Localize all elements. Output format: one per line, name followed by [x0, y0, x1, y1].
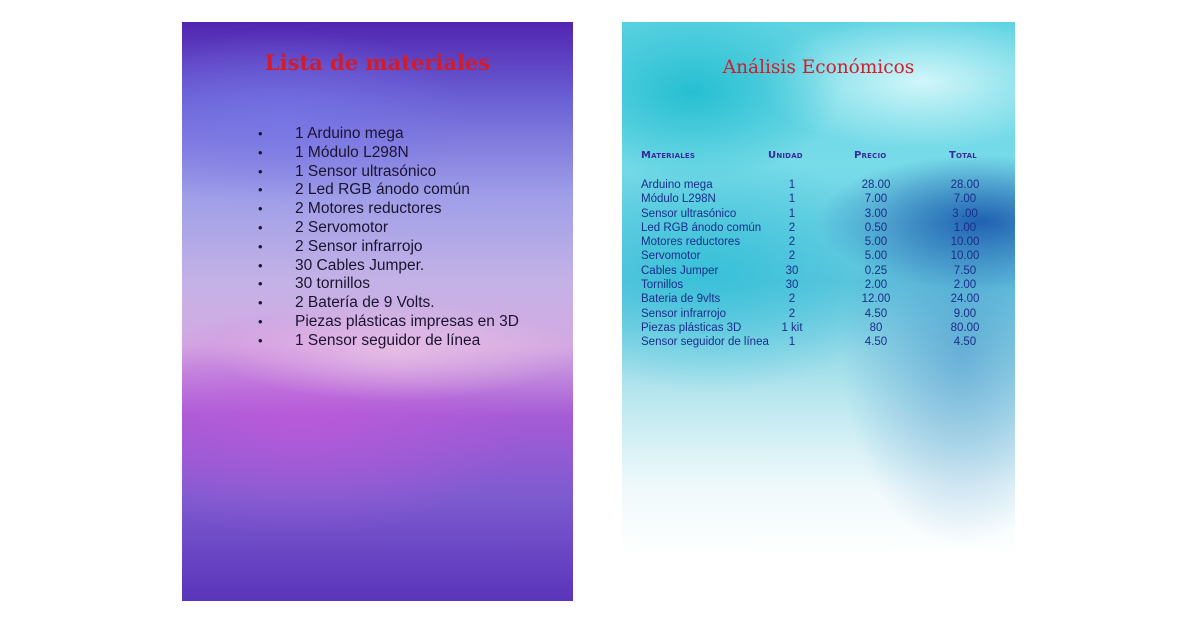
table-row [622, 321, 1015, 335]
table-row [622, 307, 1015, 321]
cell-material: Bateria de 9vlts [641, 293, 721, 306]
list-item-text: 1 Arduino mega [295, 125, 404, 142]
bullet-icon: • [258, 126, 263, 141]
cell-price: 7.00 [864, 193, 888, 206]
cell-unit: 2 [788, 293, 796, 306]
cell-total: 80.00 [950, 321, 980, 334]
cell-unit: 2 [788, 221, 796, 234]
bullet-icon: • [258, 219, 263, 235]
cost-table [622, 178, 1015, 350]
table-row [622, 264, 1015, 278]
cell-total: 1.00 [953, 221, 977, 234]
cell-price: 28.00 [861, 179, 891, 191]
cell-price: 5.00 [864, 250, 888, 263]
header-precio: Precio [854, 150, 887, 161]
cell-total: 2.00 [953, 279, 977, 292]
economic-analysis-title: Análisis Económicos [722, 57, 915, 78]
list-item [254, 238, 519, 257]
cell-unit: 2 [788, 307, 796, 320]
list-item-text: 2 Led RGB ánodo común [295, 181, 470, 199]
list-item-text: 2 Motores reductores [295, 200, 442, 218]
cell-material: Piezas plásticas 3D [641, 321, 742, 334]
cell-total: 9.00 [953, 307, 977, 320]
cell-price: 0.25 [864, 264, 888, 277]
header-materiales: Materiales [641, 150, 696, 161]
materials-list [254, 125, 519, 351]
bullet-icon: • [258, 201, 263, 217]
list-item-text: 2 Batería de 9 Volts. [295, 294, 435, 312]
list-item-text: 30 tornillos [295, 275, 370, 293]
bullet-icon: • [258, 238, 263, 254]
list-item [254, 313, 519, 332]
cell-total: 3 .00 [952, 207, 978, 220]
list-item-text: 1 Sensor ultrasónico [295, 162, 437, 180]
cell-material: Sensor seguidor de línea [641, 336, 769, 349]
cell-unit: 1 [788, 336, 796, 349]
cell-price: 5.00 [864, 236, 888, 249]
cell-material: Motores reductores [641, 236, 741, 249]
list-item [254, 125, 519, 144]
list-item-text: 2 Servomotor [295, 218, 389, 236]
bullet-icon: • [258, 163, 263, 179]
list-item [254, 200, 519, 219]
list-item [254, 163, 519, 182]
list-item [254, 144, 519, 163]
bullet-icon: • [258, 332, 263, 348]
cell-total: 10.00 [950, 236, 980, 249]
cell-material: Led RGB ánodo común [641, 221, 762, 234]
header-total: Total [949, 150, 977, 161]
cell-total: 24.00 [950, 293, 980, 306]
cell-unit: 2 [788, 236, 796, 249]
list-item [254, 257, 519, 276]
table-row [622, 278, 1015, 292]
cell-material: Arduino mega [641, 179, 713, 191]
cell-price: 12.00 [861, 293, 891, 306]
cell-unit: 1 [788, 207, 796, 220]
cell-material: Servomotor [641, 250, 701, 263]
list-item-text: Piezas plásticas impresas en 3D [295, 312, 519, 330]
list-item-text: 1 Módulo L298N [295, 143, 409, 161]
cell-unit: 2 [788, 250, 796, 263]
cell-material: Tornillos [641, 279, 684, 292]
cell-material: Sensor infrarrojo [641, 307, 727, 320]
table-row [622, 221, 1015, 235]
cell-total: 10.00 [950, 250, 980, 263]
cell-price: 3.00 [864, 207, 888, 220]
cell-total: 7.00 [953, 193, 977, 206]
cell-material: Cables Jumper [641, 264, 719, 277]
bullet-icon: • [258, 276, 263, 292]
table-row [622, 335, 1015, 349]
table-row [622, 178, 1015, 192]
table-row [622, 192, 1015, 206]
bullet-icon: • [258, 313, 263, 329]
bullet-icon: • [258, 257, 263, 273]
cell-unit: 1 [788, 179, 796, 191]
cell-total: 7.50 [953, 264, 977, 277]
cell-total: 28.00 [950, 179, 980, 191]
list-item [254, 332, 519, 351]
list-item [254, 294, 519, 313]
bullet-icon: • [258, 144, 263, 160]
materials-list-title: Lista de materiales [264, 50, 491, 75]
table-row [622, 235, 1015, 249]
header-unidad: Unidad [768, 150, 803, 161]
list-item [254, 219, 519, 238]
list-item-text: 1 Sensor seguidor de línea [295, 331, 481, 349]
cell-price: 4.50 [864, 307, 888, 320]
table-row [622, 249, 1015, 263]
bullet-icon: • [258, 182, 263, 198]
list-item-text: 30 Cables Jumper. [295, 256, 425, 274]
cell-unit: 1 kit [781, 321, 803, 334]
cell-material: Sensor ultrasónico [641, 207, 737, 220]
cell-material: Módulo L298N [641, 193, 716, 206]
cell-price: 2.00 [864, 279, 888, 292]
cell-unit: 30 [785, 264, 799, 277]
list-item-text: 2 Sensor infrarrojo [295, 237, 423, 255]
table-row [622, 207, 1015, 221]
economic-analysis-page [622, 22, 1015, 601]
materials-list-page [182, 22, 573, 601]
cell-price: 0.50 [864, 221, 888, 234]
list-item [254, 181, 519, 200]
cell-price: 80 [869, 321, 883, 334]
cell-unit: 30 [785, 279, 799, 292]
list-item [254, 275, 519, 294]
cell-price: 4.50 [864, 336, 888, 349]
bullet-icon: • [258, 295, 263, 311]
cell-total: 4.50 [953, 336, 977, 349]
cell-unit: 1 [788, 193, 796, 206]
table-row [622, 292, 1015, 306]
